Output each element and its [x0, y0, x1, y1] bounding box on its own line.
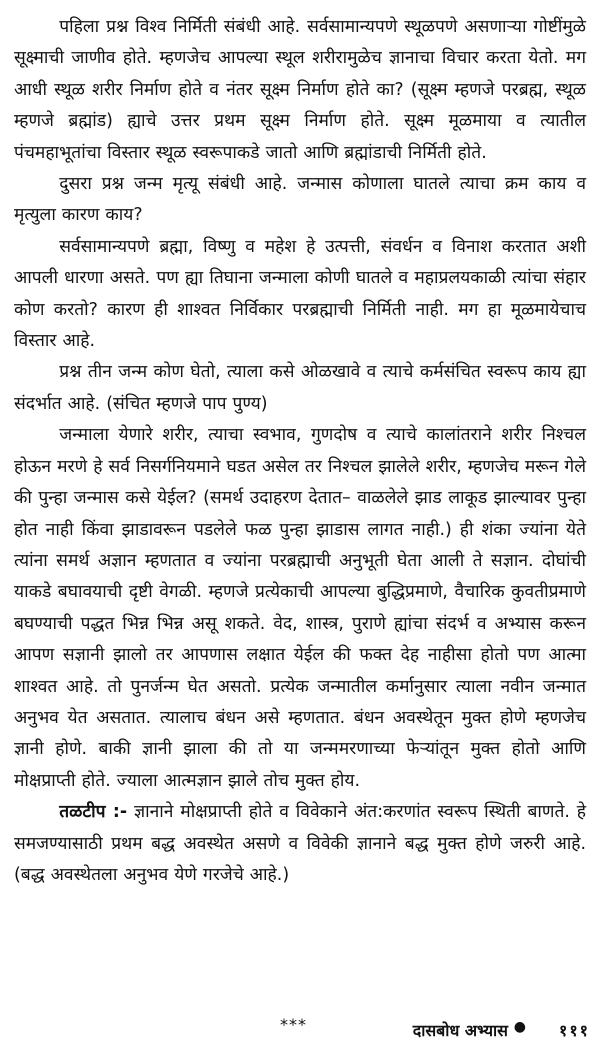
footnote-text: ज्ञानाने मोक्षप्राप्ती होते व विवेकाने अंत:करणांत स्वरूप स्थिती बाणते. हे समजण्यासाठी प्रथम बद्ध अवस्थेत असणे व विवेकी ज्ञानाने बद्ध मुक्त होणे जरुरी आहे. (बद्ध अवस्थेतला अनुभव येणे गरजेचे आहे.) [14, 802, 586, 885]
document-page [6, 6, 594, 1052]
section-separator: *** [280, 1015, 307, 1034]
paragraph-third-question: प्रश्न तीन जन्म कोण घेतो, त्याला कसे ओळखावे व त्याचे कर्मसंचित स्वरूप काय ह्या संदर्भात आहे. (संचित म्हणजे पाप पुण्य) [14, 362, 586, 414]
page-number: १११ [559, 1021, 590, 1040]
footnote-paragraph [14, 797, 586, 891]
paragraph-creation-question: पहिला प्रश्न विश्व निर्मिती संबंधी आहे. सर्वसामान्यपणे स्थूळपणे असणाऱ्या गोष्टींमुळे सूक्ष्माची जाणीव होते. म्हणजेच आपल्या स्थूल शरीरामुळेच ज्ञानाचा विचार करता येतो. मग आधी स्थूळ शरीर निर्माण होते व नंतर सूक्ष्म निर्माण होते का? (सूक्ष्म म्हणजे परब्रह्म, स्थूळ म्हणजे ब्रह्मांड) ह्याचे उत्तर प्रथम सूक्ष्म निर्माण होते. सूक्ष्म मूळमाया व त्यातील पंचमहाभूतांचा विस्तार स्थूळ स्वरूपाकडे जातो आणि ब्रह्मांडाची निर्मिती होते. [14, 17, 586, 163]
paragraph-birth-death-question: दुसरा प्रश्न जन्म मृत्यू संबंधी आहे. जन्मास कोणाला घातले त्याचा क्रम काय व मृत्युला कारण काय? [14, 174, 586, 226]
footnote-label: तळटीप :- [59, 802, 128, 823]
running-footer-title: दासबोध अभ्यास [412, 1021, 508, 1040]
paragraph-rebirth-explanation: जन्माला येणारे शरीर, त्याचा स्वभाव, गुणदोष व त्याचे कालांतराने शरीर निश्चल होऊन मरणे हे सर्व निसर्गनियमाने घडत असेल तर निश्चल झालेले शरीर, म्हणजेच मरून गेले की पुन्हा जन्मास कसे येईल? (समर्थ उदाहरण देतात– वाळलेले झाड लाकूड झाल्यावर पुन्हा होत नाही किंवा झाडावरून पडलेले फळ पुन्हा झाडास लागत नाही.) ही शंका ज्यांना येते त्यांना समर्थ अज्ञान म्हणतात व ज्यांना परब्रह्माची अनुभूती घेता आली ते सज्ञान. दोघांची याकडे बघावयाची दृष्टी वेगळी. म्हणजे प्रत्येकाची आपल्या बुद्धिप्रमाणे, वैचारिक कुवतीप्रमाणे बघण्याची पद्धत भिन्न भिन्न असू शकते. वेद, शास्त्र, पुराणे ह्यांचा संदर्भ व अभ्यास करून आपण सज्ञानी झालो तर आपणास लक्षात येईल की फक्त देह नाहीसा होतो पण आत्मा शाश्वत आहे. तो पुनर्जन्म घेत असतो. प्रत्येक जन्मातील कर्मानुसार त्याला नवीन जन्मात अनुभव येत असतात. त्यालाच बंधन असे म्हणतात. बंधन अवस्थेतून मुक्त होणे म्हणजेच ज्ञानी होणे. बाकी ज्ञानी झाला की तो या जन्ममरणाच्या फेऱ्यांतून मुक्त होतो आणि मोक्षप्राप्ती होते. ज्याला आत्मज्ञान झाले तोच मुक्त होय. [14, 425, 586, 791]
bullet-icon: ● [513, 1019, 526, 1035]
page-footer [6, 1015, 594, 1045]
paragraph-trinity: सर्वसामान्यपणे ब्रह्मा, विष्णु व महेश हे उत्पत्ती, संवर्धन व विनाश करतात अशी आपली धारणा असते. पण ह्या तिघाना जन्माला कोणी घातले व महाप्रलयकाळी त्यांचा संहार कोण करतो? कारण ही शाश्वत निर्विकार परब्रह्माची निर्मिती नाही. मग हा मूळमायेचाच विस्तार आहे. [14, 236, 586, 352]
